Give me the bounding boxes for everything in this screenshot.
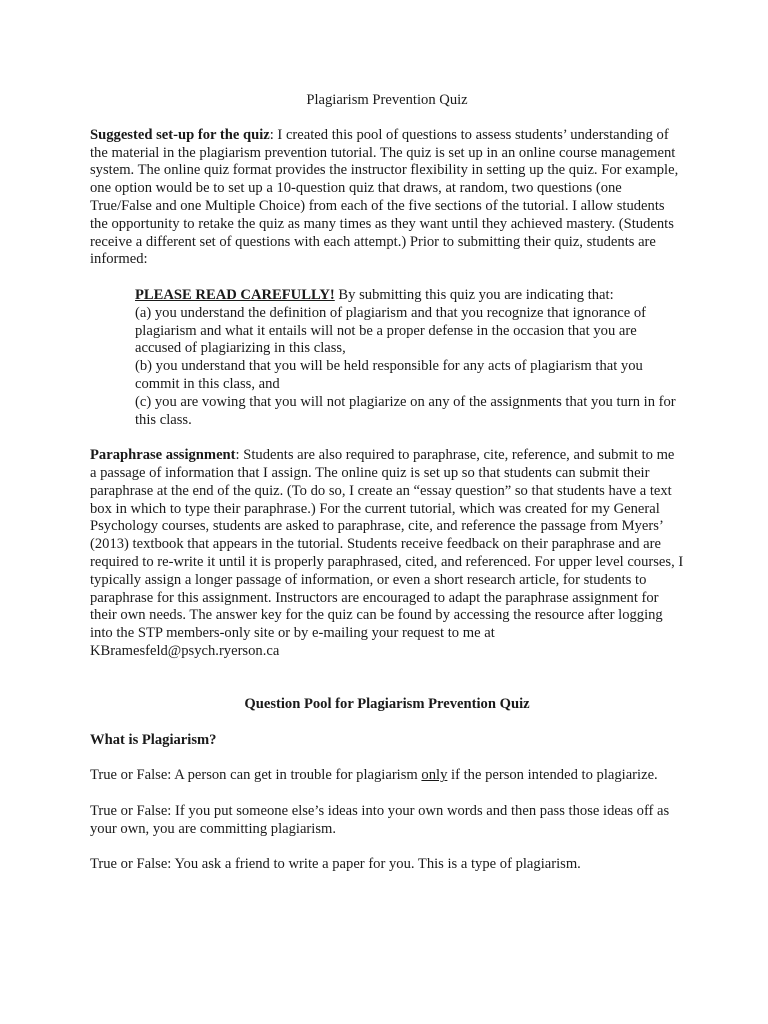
paraphrase-body: : Students are also required to paraphrase, cite, reference, and submit to me a passage of information that I assign. The online quiz is set up so that students can submit their paraphrase at the end of the quiz. (To do so, I create an “essay question” so that students have a text box in which to type their paraphrase.) For the current tutorial, which was created for my General Psychology courses, students are asked to paraphrase, cite, and reference the passage from Myers’ (2013) textbook that appears in the tutorial. Students receive feedback on their paraphrase and are required to re-write it until it is properly paraphrased, cited, and referenced. For upper level courses, I typically assign a longer passage of information, or even a short research article, for students to paraphrase for this assignment. Instructors are encouraged to adapt the paraphrase assignment for their own needs. The answer key for the quiz can be found by accessing the resource after logging into the STP members-only site or by e-mailing your request to me at KBramesfeld@psych.ryerson.ca — [90, 447, 684, 659]
question-2: True or False: If you put someone else’s ideas into your own words and then pass those ideas off as your own, you are committing plagiarism. — [90, 803, 670, 837]
setup-heading: Suggested set-up for the quiz — [90, 126, 270, 143]
document-page — [90, 92, 684, 874]
notice-block — [135, 287, 684, 429]
setup-body: : I created this pool of questions to assess students’ understanding of the material in the plagiarism prevention tutorial. The quiz is set up in an online course management system. The online quiz format provides the instructor flexibility in setting up the quiz. For example, one option would be to set up a 10-question quiz that draws, at random, two questions (one True/False and one Multiple Choice) from each of the five sections of the tutorial. I allow students the opportunity to retake the quiz as many times as they want until they achieved mastery. (Students receive a different set of questions with each attempt.) Prior to submitting their quiz, students are informed: — [90, 126, 679, 268]
question-3: True or False: You ask a friend to write a paper for you. This is a type of plagiarism. — [90, 856, 581, 873]
paraphrase-paragraph — [90, 447, 684, 661]
question-1-after: if the person intended to plagiarize. — [447, 767, 658, 784]
question-1-before: True or False: A person can get in trouble for plagiarism — [90, 767, 422, 784]
paraphrase-heading: Paraphrase assignment — [90, 447, 236, 464]
section-heading: What is Plagiarism? — [90, 731, 217, 748]
question-1-emphasis: only — [421, 767, 448, 784]
notice-item-b: (b) you understand that you will be held responsible for any acts of plagiarism that you commit in this class, and — [135, 358, 643, 392]
notice-item-a: (a) you understand the definition of plagiarism and that you recognize that ignorance of plagiarism and what it entails will not be a proper defense in the occasion that you are accused of plagiarizing in this class, — [135, 304, 647, 357]
setup-paragraph — [90, 127, 684, 269]
notice-intro — [135, 287, 684, 305]
question-pool-title: Question Pool for Plagiarism Prevention Quiz — [244, 696, 530, 713]
question-1 — [90, 767, 684, 785]
notice-lead-after: By submitting this quiz you are indicating that: — [334, 286, 614, 303]
document-title: Plagiarism Prevention Quiz — [306, 92, 468, 108]
notice-item-c: (c) you are vowing that you will not plagiarize on any of the assignments that you turn in for this class. — [135, 393, 676, 428]
notice-lead: PLEASE READ CAREFULLY! — [135, 286, 335, 303]
